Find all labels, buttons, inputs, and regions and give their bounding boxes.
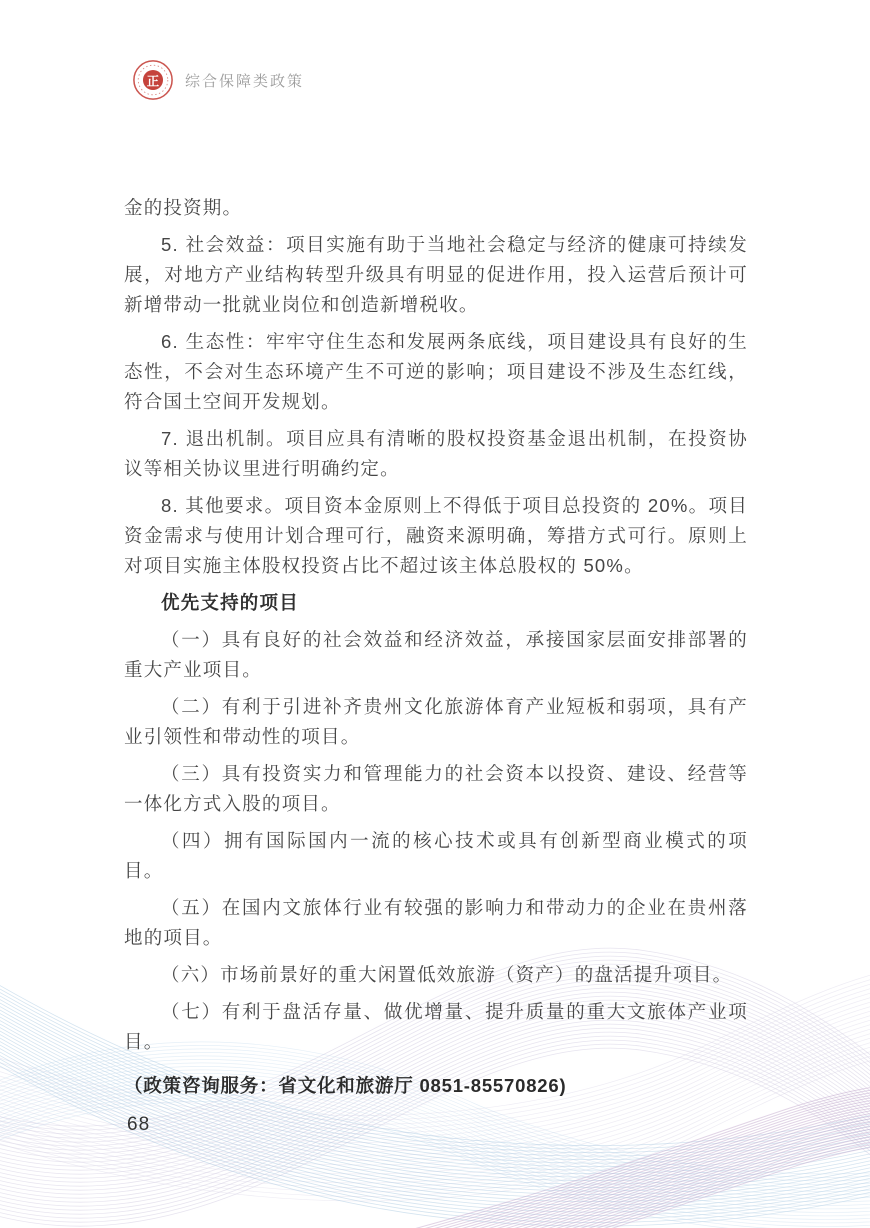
seal-icon [132,59,174,101]
priority-item: （一）具有良好的社会效益和经济效益，承接国家层面安排部署的重大产业项目。 [124,629,748,680]
paragraph-continuation: 金的投资期。 [124,197,243,218]
contact-line: （政策咨询服务：省文化和旅游厅 0851-85570826) [124,1075,567,1096]
priority-item: （六）市场前景好的重大闲置低效旅游（资产）的盘活提升项目。 [161,964,733,985]
document-content [124,193,748,1108]
paragraph: 8. 其他要求。项目资本金原则上不得低于项目总投资的 20%。项目资金需求与使用计划合理可行，融资来源明确，筹措方式可行。原则上对项目实施主体股权投资占比不超过该主体总股权的 50%。 [124,495,748,576]
priority-item: （三）具有投资实力和管理能力的社会资本以投资、建设、经营等一体化方式入股的项目。 [124,763,748,814]
page-number: 68 [127,1114,151,1135]
paragraph: 6. 生态性：牢牢守住生态和发展两条底线，项目建设具有良好的生态性，不会对生态环境产生不可逆的影响；项目建设不涉及生态红线，符合国土空间开发规划。 [124,331,748,412]
priority-item: （二）有利于引进补齐贵州文化旅游体育产业短板和弱项，具有产业引领性和带动性的项目。 [124,696,748,747]
priority-item: （五）在国内文旅体行业有较强的影响力和带动力的企业在贵州落地的项目。 [124,897,748,948]
paragraph: 7. 退出机制。项目应具有清晰的股权投资基金退出机制，在投资协议等相关协议里进行明确约定。 [124,428,748,479]
header-category-label: 综合保障类政策 [185,72,305,90]
section-heading: 优先支持的项目 [161,592,299,613]
page-header [132,59,304,101]
priority-item: （七）有利于盘活存量、做优增量、提升质量的重大文旅体产业项目。 [124,1001,748,1052]
paragraph: 5. 社会效益：项目实施有助于当地社会稳定与经济的健康可持续发展，对地方产业结构转型升级具有明显的促进作用，投入运营后预计可新增带动一批就业岗位和创造新增税收。 [124,234,748,315]
seal-glyph: 正 [146,74,160,89]
priority-item: （四）拥有国际国内一流的核心技术或具有创新型商业模式的项目。 [124,830,748,881]
